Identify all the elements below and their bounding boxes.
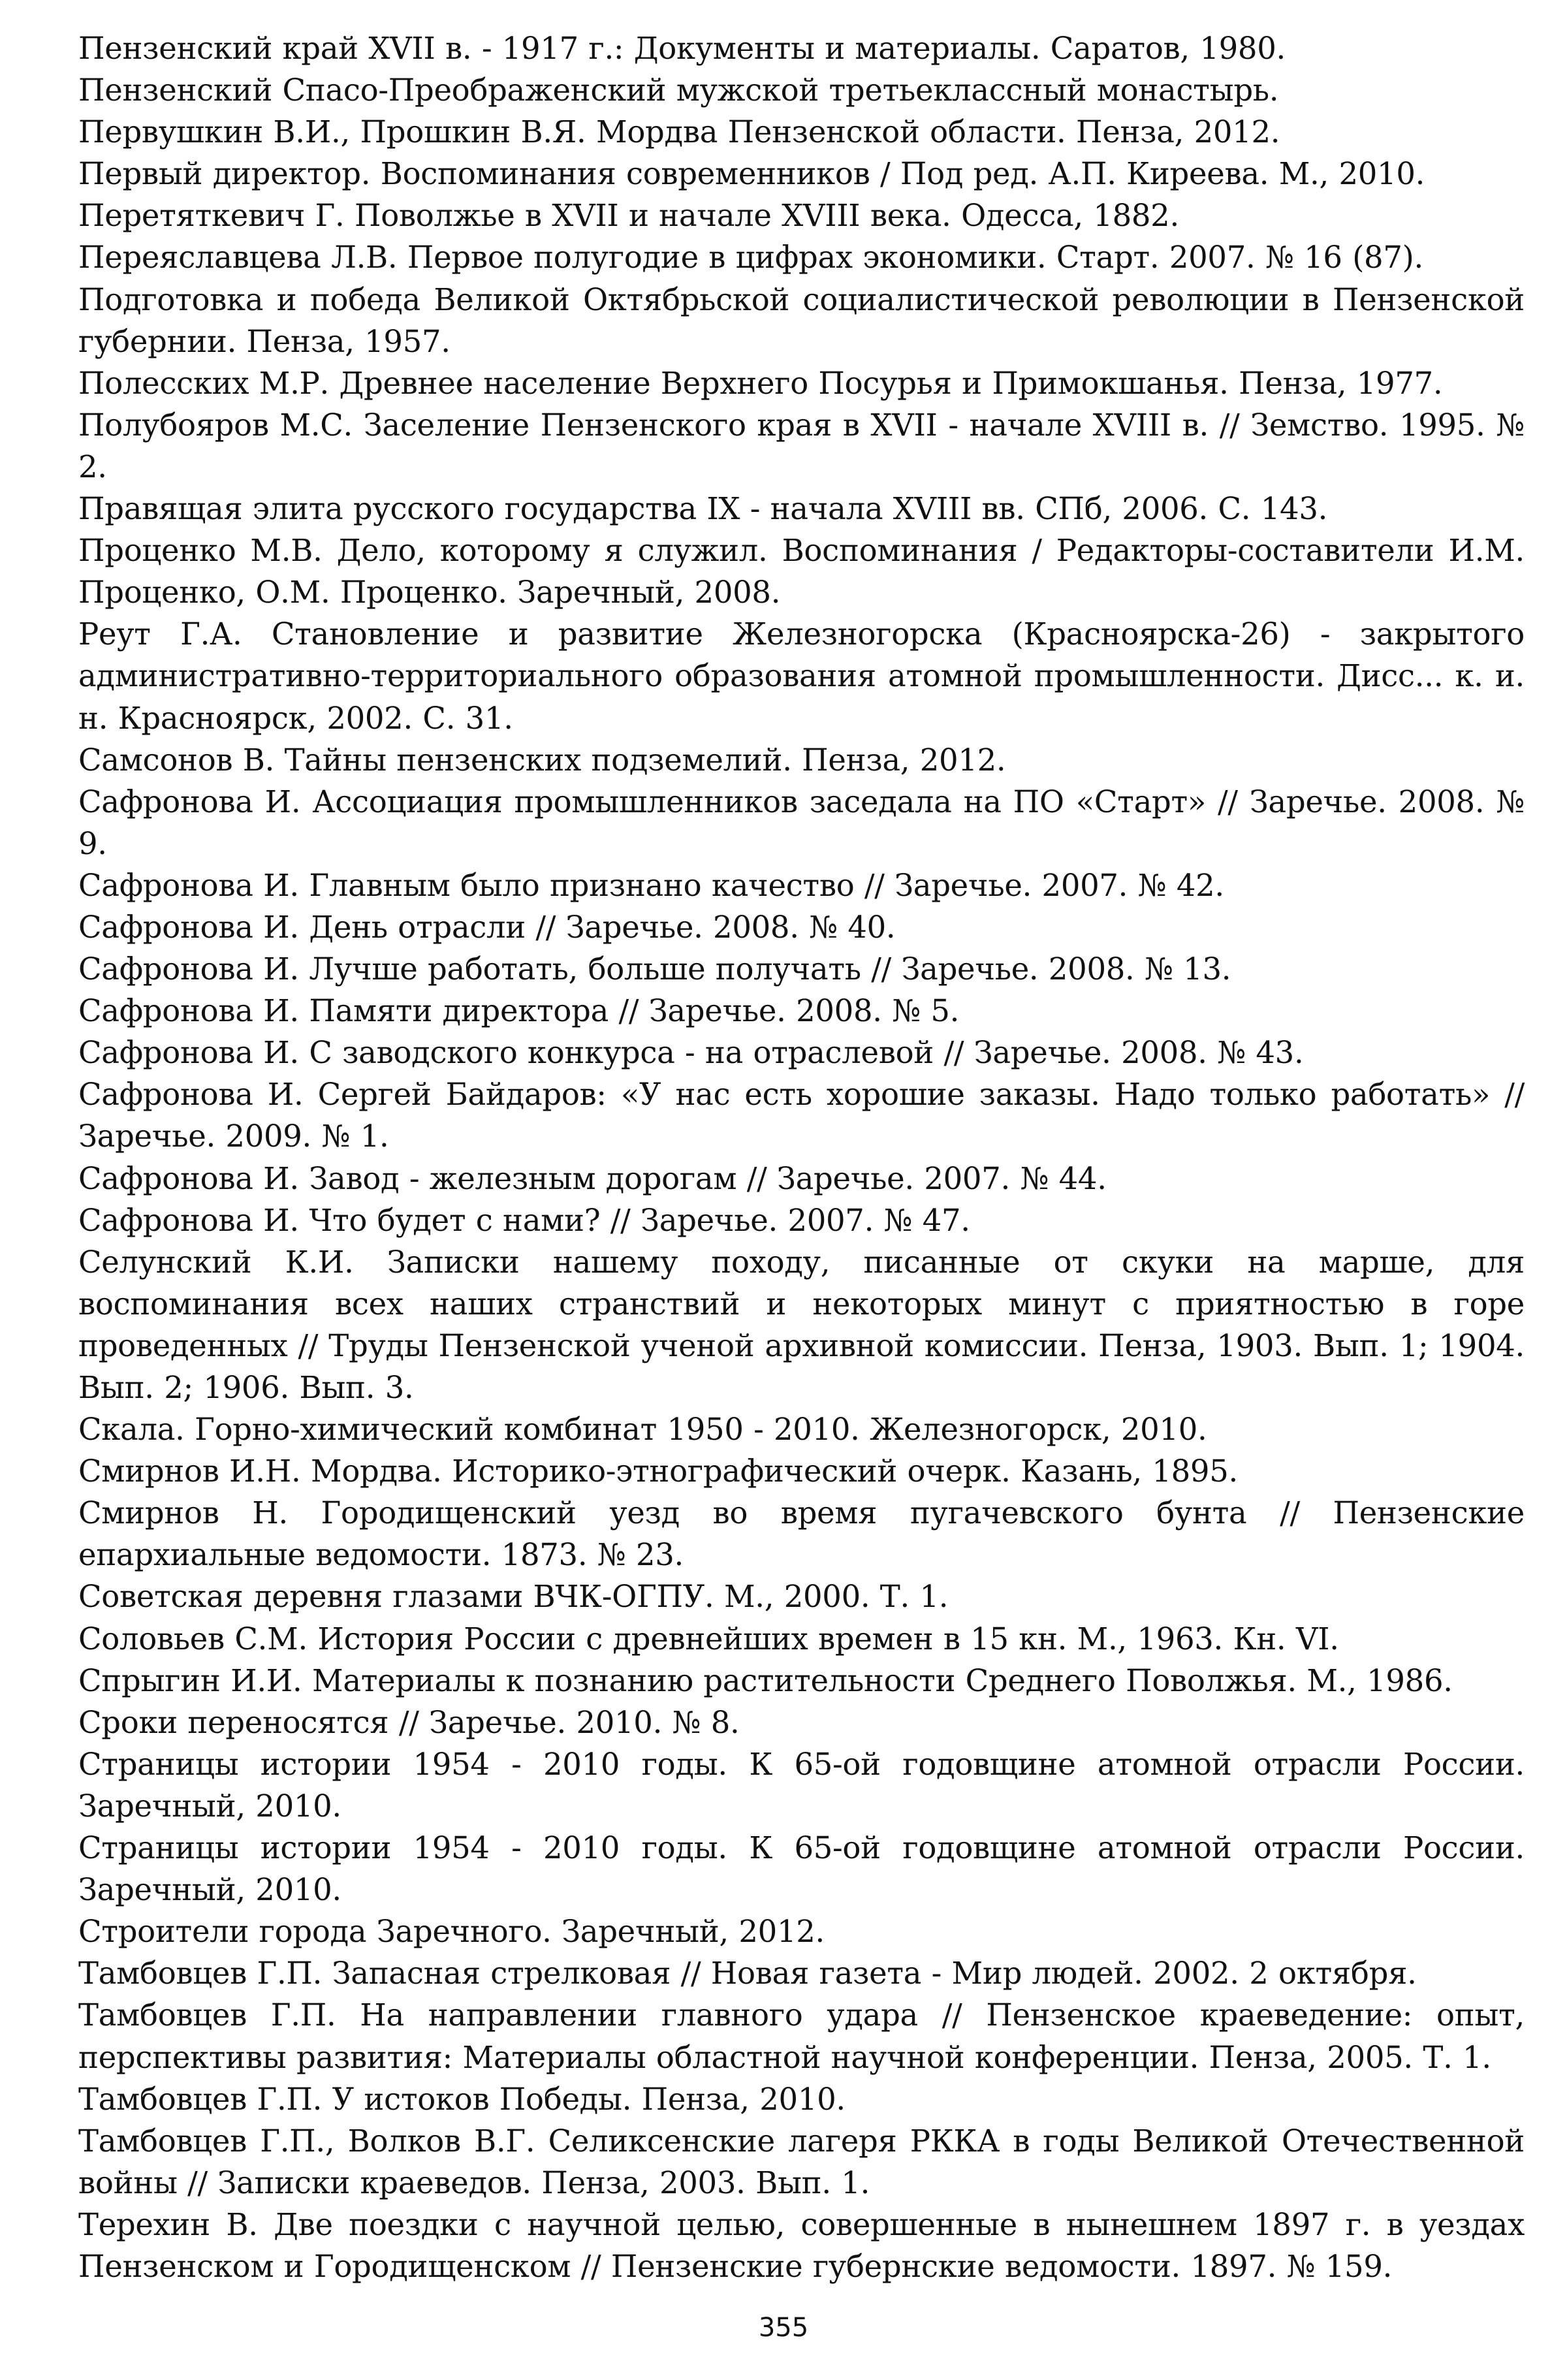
page-number: 355: [758, 2313, 809, 2343]
bibliography-entry: Переяславцева Л.В. Первое полугодие в цифрах экономики. Старт. 2007. № 16 (87).: [78, 240, 1423, 276]
bibliography-entry: Пензенский Спасо-Преображенский мужской третьеклассный монастырь.: [78, 72, 1279, 108]
bibliography-entry: Самсонов В. Тайны пензенских подземелий. Пенза, 2012.: [78, 742, 1006, 778]
bibliography-entry: Соловьев С.М. История России с древнейших времен в 15 кн. М., 1963. Кн. VI.: [78, 1621, 1339, 1657]
bibliography-entry: Реут Г.А. Становление и развитие Железногорска (Красноярска-26) - закрытого административно-территориального образования атомной промышленности. Дисс... к. и. н. Красноярск, 2002. С. 31.: [78, 616, 1525, 736]
bibliography-entry: Тамбовцев Г.П. На направлении главного удара // Пензенское краеведение: опыт, перспективы развития: Материалы областной научной конференции. Пенза, 2005. Т. 1.: [78, 1997, 1525, 2075]
bibliography-entry: Тамбовцев Г.П. У истоков Победы. Пенза, 2010.: [78, 2081, 846, 2117]
bibliography-entry: Сафронова И. С заводского конкурса - на отраслевой // Заречье. 2008. № 43.: [78, 1035, 1304, 1071]
bibliography-entry: Тамбовцев Г.П., Волков В.Г. Селиксенские лагеря РККА в годы Великой Отечественной войны // Записки краеведов. Пенза, 2003. Вып. 1.: [78, 2123, 1525, 2200]
bibliography-entry: Спрыгин И.И. Материалы к познанию растительности Среднего Поволжья. М., 1986.: [78, 1662, 1453, 1698]
bibliography-entry: Советская деревня глазами ВЧК-ОГПУ. М., 2000. Т. 1.: [78, 1579, 949, 1615]
bibliography-entry: Полесских М.Р. Древнее население Верхнего Посурья и Примокшанья. Пенза, 1977.: [78, 365, 1443, 401]
bibliography-entry: Проценко М.В. Дело, которому я служил. Воспоминания / Редакторы-составители И.М. Проценко, О.М. Проценко. Заречный, 2008.: [78, 533, 1525, 611]
bibliography-entry: Сафронова И. Ассоциация промышленников заседала на ПО «Старт» // Заречье. 2008. № 9.: [78, 784, 1525, 861]
bibliography-entry: Сроки переносятся // Заречье. 2010. № 8.: [78, 1704, 740, 1740]
bibliography-entry: Скала. Горно-химический комбинат 1950 - 2010. Железногорск, 2010.: [78, 1412, 1207, 1448]
bibliography-entry: Первушкин В.И., Прошкин В.Я. Мордва Пензенской области. Пенза, 2012.: [78, 114, 1280, 150]
bibliography-entry: Подготовка и победа Великой Октябрьской социалистической революции в Пензенской губернии. Пенза, 1957.: [78, 281, 1525, 359]
bibliography-entry: Сафронова И. Что будет с нами? // Заречье. 2007. № 47.: [78, 1202, 970, 1238]
bibliography-entry: Пензенский край XVII в. - 1917 г.: Документы и материалы. Саратов, 1980.: [78, 31, 1286, 66]
bibliography-entry: Первый директор. Воспоминания современников / Под ред. А.П. Киреева. М., 2010.: [78, 156, 1425, 192]
bibliography-entry: Селунский К.И. Записки нашему походу, писанные от скуки на марше, для воспоминания всех наших странствий и некоторых минут с приятностью в горе проведенных // Труды Пензенской ученой архивной комиссии. Пенза, 1903. Вып. 1; 1904. Вып. 2; 1906. Вып. 3.: [78, 1244, 1525, 1405]
bibliography-entry: Страницы истории 1954 - 2010 годы. К 65-ой годовщине атомной отрасли России. Заречный, 2010.: [78, 1830, 1525, 1908]
bibliography-entry: Сафронова И. Главным было признано качество // Заречье. 2007. № 42.: [78, 867, 1224, 903]
bibliography-entry: Сафронова И. Лучше работать, больше получать // Заречье. 2008. № 13.: [78, 951, 1231, 987]
bibliography-entry: Терехин В. Две поездки с научной целью, совершенные в нынешнем 1897 г. в уездах Пензенском и Городищенском // Пензенские губернские ведомости. 1897. № 159.: [78, 2206, 1525, 2284]
bibliography-entry: Сафронова И. Сергей Байдаров: «У нас есть хорошие заказы. Надо только работать» // Заречье. 2009. № 1.: [78, 1077, 1525, 1154]
bibliography-entry: Сафронова И. День отрасли // Заречье. 2008. № 40.: [78, 909, 896, 945]
bibliography-entry: Тамбовцев Г.П. Запасная стрелковая // Новая газета - Мир людей. 2002. 2 октября.: [78, 1956, 1417, 1991]
bibliography-entry: Правящая элита русского государства IX - начала XVIII вв. СПб, 2006. С. 143.: [78, 491, 1328, 527]
bibliography-entry: Сафронова И. Завод - железным дорогам // Заречье. 2007. № 44.: [78, 1160, 1107, 1196]
bibliography-entry: Смирнов И.Н. Мордва. Историко-этнографический очерк. Казань, 1895.: [78, 1453, 1238, 1489]
bibliography-entry: Сафронова И. Памяти директора // Заречье. 2008. № 5.: [78, 993, 960, 1029]
bibliography-entry: Смирнов Н. Городищенский уезд во время пугачевского бунта // Пензенские епархиальные ведомости. 1873. № 23.: [78, 1495, 1525, 1573]
bibliography-entry: Перетяткевич Г. Поволжье в XVII и начале XVIII века. Одесса, 1882.: [78, 198, 1179, 234]
bibliography-entry: Строители города Заречного. Заречный, 2012.: [78, 1914, 825, 1950]
bibliography-entry: Полубояров М.С. Заселение Пензенского края в XVII - начале XVIII в. // Земство. 1995. № 2.: [78, 407, 1525, 484]
bibliography-list: [78, 27, 1525, 2287]
bibliography-entry: Страницы истории 1954 - 2010 годы. К 65-ой годовщине атомной отрасли России. Заречный, 2010.: [78, 1746, 1525, 1824]
